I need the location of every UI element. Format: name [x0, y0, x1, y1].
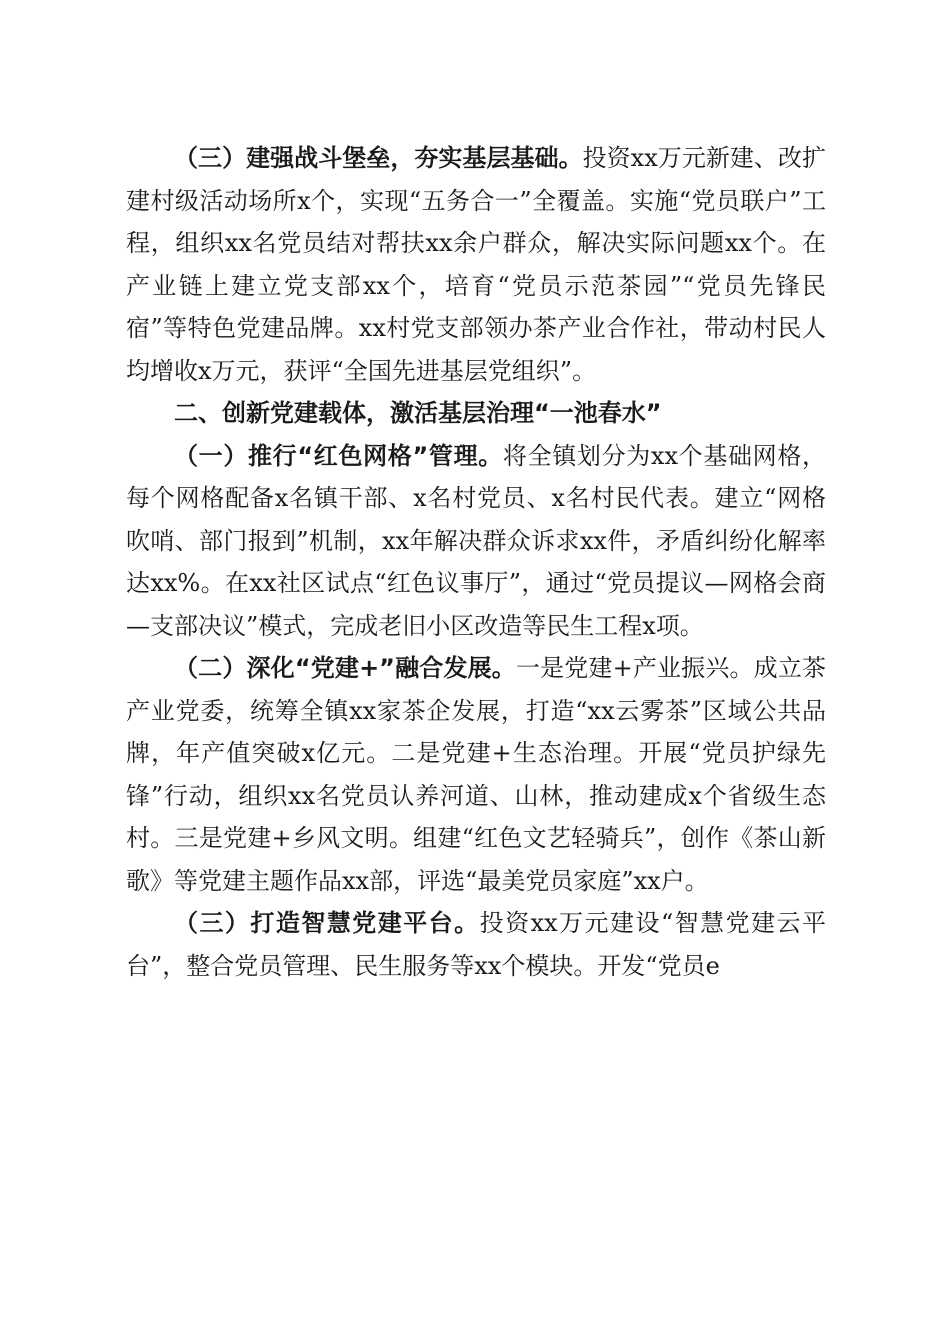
paragraph-party-building-plus	[126, 647, 826, 902]
paragraph-lead: （二）深化“党建+”融合发展。	[174, 654, 516, 682]
paragraph-lead: （三）打造智慧党建平台。	[174, 909, 480, 937]
paragraph-text: 投资xx万元新建、改扩建村级活动场所x个，实现“五务合一”全覆盖。实施“党员联户”工程，组织xx名党员结对帮扶xx余户群众，解决实际问题xx个。在产业链上建立党支部xx个，培育“党员示范茶园”“党员先锋民宿”等特色党建品牌。xx村党支部领办茶产业合作社，带动村民人均增收x万元，获评“全国先进基层党组织”。	[126, 144, 826, 385]
paragraph-build-fortress	[126, 137, 826, 392]
paragraph-text: 将全镇划分为xx个基础网格，每个网格配备x名镇干部、x名村党员、x名村民代表。建立“网格吹哨、部门报到”机制，xx年解决群众诉求xx件，矛盾纠纷化解率达xx%。在xx社区试点“红色议事厅”，通过“党员提议—网格会商—支部决议”模式，完成老旧小区改造等民生工程x项。	[126, 441, 826, 640]
paragraph-lead: （三）建强战斗堡垒，夯实基层基础。	[174, 144, 583, 172]
paragraph-lead: （一）推行“红色网格”管理。	[174, 441, 503, 470]
paragraph-red-grid	[126, 435, 826, 648]
section-heading: 二、创新党建载体，激活基层治理“一池春水”	[174, 399, 662, 427]
document-body	[126, 137, 826, 987]
paragraph-text: 投资xx万元建设“智慧党建云平台”，整合党员管理、民生服务等xx个模块。开发“党员e	[126, 909, 827, 980]
paragraph-text: 一是党建+产业振兴。成立茶产业党委，统筹全镇xx家茶企发展，打造“xx云雾茶”区域公共品牌，年产值突破x亿元。二是党建+生态治理。开展“党员护绿先锋”行动，组织xx名党员认养河道、山林，推动建成x个省级生态村。三是党建+乡风文明。组建“红色文艺轻骑兵”，创作《茶山新歌》等党建主题作品xx部，评选“最美党员家庭”xx户。	[126, 654, 827, 895]
paragraph-smart-platform	[126, 902, 826, 987]
